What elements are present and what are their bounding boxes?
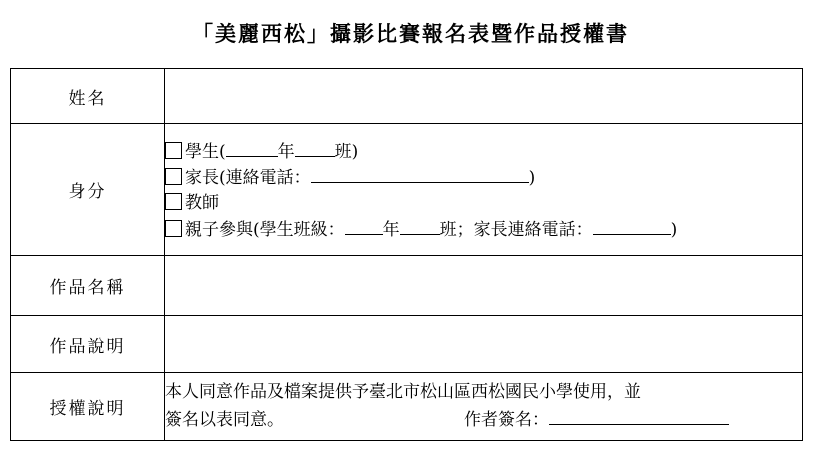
family-grade-suffix: 年 [382,219,400,240]
family-grade-blank[interactable] [345,216,383,235]
parent-checkbox[interactable] [165,168,182,185]
identity-label: 身分 [11,124,165,256]
signature-blank[interactable] [549,406,729,425]
work-description-label: 作品說明 [11,316,165,373]
student-grade-blank[interactable] [226,138,278,157]
student-checkbox[interactable] [165,142,182,159]
option-teacher [165,190,802,216]
authorization-agree-text: 簽名以表同意。 [165,410,284,430]
family-phone-blank[interactable] [593,216,671,235]
family-class-blank[interactable] [400,216,440,235]
authorization-statement-line1: 本人同意作品及檔案提供予臺北市松山區西松國民小學使用，並 [165,382,641,402]
family-checkbox[interactable] [165,220,182,237]
student-label: 學生( [185,141,226,162]
name-label: 姓名 [11,69,165,124]
row-work-description [11,316,803,373]
student-class-blank[interactable] [295,138,335,157]
teacher-label: 教師 [185,192,219,213]
registration-form-table [10,68,803,441]
signature-label: 作者簽名： [464,410,549,430]
work-title-field[interactable] [165,256,803,316]
parent-phone-blank[interactable] [311,164,529,183]
row-identity [11,124,803,256]
parent-close: ) [528,167,536,188]
student-class-suffix: 班) [334,141,359,162]
student-grade-suffix: 年 [277,141,295,162]
teacher-checkbox[interactable] [165,193,182,210]
option-parent [165,164,802,190]
option-family [165,216,802,242]
authorization-content [165,373,803,441]
name-field[interactable] [165,69,803,124]
work-description-field[interactable] [165,316,803,373]
row-authorization [11,373,803,441]
authorization-label: 授權說明 [11,373,165,441]
family-close: ) [670,219,678,240]
row-work-title [11,256,803,316]
authorization-statement-line2 [165,406,802,434]
form-title: 「美麗西松」攝影比賽報名表暨作品授權書 [192,21,629,46]
parent-label: 家長(連絡電話： [185,167,311,188]
option-student [165,138,802,164]
work-title-label: 作品名稱 [11,256,165,316]
row-name [11,69,803,124]
family-class-suffix: 班；家長連絡電話： [439,219,593,240]
family-label: 親子參與(學生班級： [185,219,345,240]
identity-options [165,124,803,256]
